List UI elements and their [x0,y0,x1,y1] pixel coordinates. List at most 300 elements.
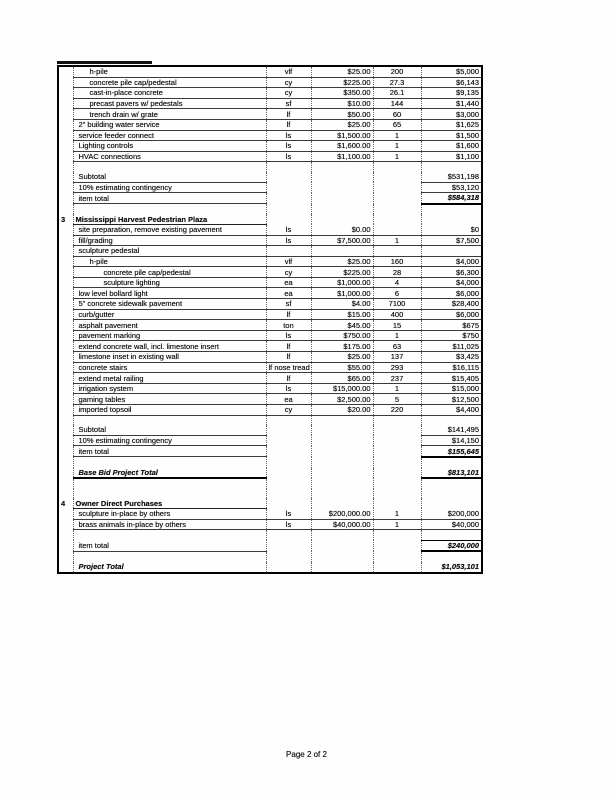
cell-unit: cy [266,77,311,88]
cell-num [58,309,73,320]
cell-unit: ls [266,519,311,530]
cell-desc: site preparation, remove existing pavement [73,224,266,235]
cell-desc: asphalt pavement [73,320,266,331]
cell-qty: 200 [373,66,421,77]
cell-total: $6,000 [421,288,482,299]
cell-unit: ls [266,224,311,235]
cell-unit_cost [311,551,373,562]
cell-qty: 63 [373,341,421,352]
table-row [58,320,482,331]
table-row [58,66,482,77]
cell-desc: limestone inset in existing wall [73,352,266,363]
table-row [58,468,482,479]
cell-num [58,352,73,363]
cell-desc: sculpture lighting [73,277,266,288]
cell-unit: ls [266,235,311,246]
cell-unit_cost [311,162,373,172]
cell-qty: 1 [373,519,421,530]
table-row [58,489,482,499]
cell-qty [373,530,421,541]
cell-unit: ea [266,288,311,299]
cell-unit_cost [311,415,373,425]
cell-unit_cost: $2,500.00 [311,394,373,405]
cell-desc: item total [73,193,266,204]
cell-num [58,478,73,489]
cell-unit_cost: $225.00 [311,267,373,278]
cell-unit_cost [311,562,373,573]
cell-num [58,425,73,435]
cell-total: $3,000 [421,109,482,120]
cell-total: $14,150 [421,435,482,446]
cell-qty: 137 [373,352,421,363]
table-row [58,288,482,299]
cell-qty: 60 [373,109,421,120]
cell-num [58,98,73,109]
table-row [58,98,482,109]
cell-desc: low level bollard light [73,288,266,299]
cell-qty [373,435,421,446]
cell-qty [373,489,421,499]
table-row [58,109,482,120]
cell-unit_cost: $20.00 [311,405,373,416]
cell-unit [266,435,311,446]
cell-desc: Subtotal [73,172,266,182]
cell-unit_cost [311,478,373,489]
cell-unit [266,540,311,551]
cell-unit: lf [266,352,311,363]
cell-unit_cost: $4.00 [311,299,373,310]
cell-total: $155,645 [421,446,482,457]
cell-qty: 15 [373,320,421,331]
cell-num: 3 [61,214,66,224]
cell-unit [266,193,311,204]
cell-num [58,394,73,405]
table-row [58,267,482,278]
table-row [58,415,482,425]
table-row [58,130,482,141]
cell-desc [73,204,266,215]
cell-num [58,383,73,394]
cell-unit_cost: $1,600.00 [311,141,373,152]
cell-num [58,373,73,384]
cell-num [58,119,73,130]
cell-num [58,267,73,278]
cell-total: $4,000 [421,256,482,267]
cell-total [421,551,482,562]
table-row [58,383,482,394]
cell-unit_cost [311,182,373,193]
cell-total: $1,440 [421,98,482,109]
cell-desc: cast-in-place concrete [73,88,266,99]
cell-unit [266,162,311,172]
cell-unit [266,446,311,457]
cell-desc: 10% estimating contingency [73,182,266,193]
cell-num [58,562,73,573]
cell-qty: 144 [373,98,421,109]
cell-unit: lf [266,309,311,320]
cell-unit: cy [266,405,311,416]
cell-qty [373,478,421,489]
cell-total: $5,000 [421,66,482,77]
cell-unit [266,182,311,193]
cell-num [58,151,73,162]
cell-total: $4,000 [421,277,482,288]
cell-num [58,530,73,541]
cell-num [58,246,73,257]
cell-desc [73,530,266,541]
cell-unit: ls [266,330,311,341]
table-row [58,235,482,246]
table-row [58,119,482,130]
cell-unit_cost [311,193,373,204]
cell-total: $675 [421,320,482,331]
cell-unit_cost: $7,500.00 [311,235,373,246]
cell-unit_cost: $40,000.00 [311,519,373,530]
cell-desc: irrigation system [73,383,266,394]
cell-desc: 10% estimating contingency [73,435,266,446]
cell-num [58,435,73,446]
cell-unit: ls [266,383,311,394]
cell-unit_cost: $15.00 [311,309,373,320]
cell-total [421,415,482,425]
table-row [58,246,482,257]
cell-unit_cost [311,214,373,224]
cell-unit: lf [266,341,311,352]
cell-unit [266,457,311,468]
cell-qty [373,415,421,425]
cell-total: $9,135 [421,88,482,99]
table-row [58,330,482,341]
cell-num [58,288,73,299]
cell-qty: 1 [373,151,421,162]
cell-unit_cost: $1,000.00 [311,277,373,288]
cell-qty [373,551,421,562]
cell-qty: 1 [373,235,421,246]
cell-total: $6,143 [421,77,482,88]
cell-num [58,204,73,215]
table-row [58,478,482,489]
cell-num [58,508,73,519]
cell-num [58,415,73,425]
cell-desc: item total [73,446,266,457]
cell-unit: ea [266,277,311,288]
cell-qty: 1 [373,330,421,341]
cell-unit_cost: $25.00 [311,352,373,363]
cell-total: $200,000 [421,508,482,519]
cell-num: 4 [61,498,66,508]
cell-qty: 1 [373,141,421,152]
cell-unit: sf [266,299,311,310]
cell-num [58,88,73,99]
cell-unit: ea [266,394,311,405]
table-row [58,182,482,193]
cell-unit_cost: $0.00 [311,224,373,235]
cell-unit_cost: $750.00 [311,330,373,341]
cell-qty: 1 [373,383,421,394]
cell-unit [266,468,311,479]
cell-unit: ls [266,130,311,141]
cell-unit: cy [266,88,311,99]
cell-qty: 1 [373,508,421,519]
table-row [58,562,482,573]
cell-desc: brass animals in-place by others [73,519,266,530]
cell-desc: extend concrete wall, incl. limestone insert [73,341,266,352]
cell-total: $28,400 [421,299,482,310]
cell-qty: 65 [373,119,421,130]
cell-unit: cy [266,267,311,278]
cell-unit_cost: $25.00 [311,119,373,130]
cell-desc: concrete stairs [73,362,266,373]
cell-num [58,299,73,310]
cell-num [58,193,73,204]
cell-unit [266,498,311,508]
table-row [58,457,482,468]
cell-unit_cost [311,498,373,508]
cell-desc: item total [73,540,266,551]
page-footer: Page 2 of 2 [286,750,327,759]
cell-total: $750 [421,330,482,341]
cell-unit_cost [311,489,373,499]
cell-total: $15,000 [421,383,482,394]
cell-total: $1,053,101 [421,562,482,573]
cell-qty: 7100 [373,299,421,310]
cell-num [58,362,73,373]
cell-total: $584,318 [421,193,482,204]
cell-unit_cost: $1,100.00 [311,151,373,162]
cell-total: $15,405 [421,373,482,384]
cell-unit_cost: $175.00 [311,341,373,352]
cell-qty [373,162,421,172]
cell-num [58,457,73,468]
cost-estimate-table [57,65,483,574]
cell-total: $0 [421,224,482,235]
cell-unit [266,204,311,215]
table-row [58,425,482,435]
cell-num [58,405,73,416]
cell-num [58,468,73,479]
cell-num [58,172,73,182]
cell-desc [73,162,266,172]
cell-qty [373,468,421,479]
cell-num [58,66,73,77]
cell-desc: Project Total [73,562,266,573]
cell-num [58,446,73,457]
table-row [58,172,482,182]
cell-qty [373,193,421,204]
cell-qty [373,446,421,457]
cell-desc: Subtotal [73,425,266,435]
cell-unit: vlf [266,66,311,77]
cell-desc: Mississippi Harvest Pedestrian Plaza [73,214,266,224]
cell-num [58,519,73,530]
cell-qty [373,224,421,235]
cell-total [421,246,482,257]
cell-total [421,478,482,489]
cell-unit_cost: $50.00 [311,109,373,120]
table-row [58,394,482,405]
cell-num [58,235,73,246]
table-row [58,88,482,99]
cell-desc: service feeder connect [73,130,266,141]
cell-desc [73,478,266,489]
cell-desc: precast pavers w/ pedestals [73,98,266,109]
cell-num [58,77,73,88]
cell-qty: 293 [373,362,421,373]
cell-total [421,214,482,224]
cell-desc: pavement marking [73,330,266,341]
cell-desc: concrete pile cap/pedestal [73,267,266,278]
cell-total: $1,100 [421,151,482,162]
cell-total: $3,425 [421,352,482,363]
cell-total: $7,500 [421,235,482,246]
cell-num [58,277,73,288]
cell-total: $16,115 [421,362,482,373]
cell-unit [266,172,311,182]
cell-unit_cost [311,204,373,215]
cell-qty: 1 [373,130,421,141]
cell-total: $12,500 [421,394,482,405]
cell-qty [373,204,421,215]
cell-qty: 4 [373,277,421,288]
cell-desc [73,457,266,468]
cell-unit_cost [311,446,373,457]
cell-unit [266,478,311,489]
cell-desc [73,489,266,499]
cell-qty: 400 [373,309,421,320]
cell-num [58,341,73,352]
cell-desc: h-pile [73,66,266,77]
cell-unit_cost: $25.00 [311,66,373,77]
cell-total [421,162,482,172]
cell-unit [266,214,311,224]
table-row [58,362,482,373]
cell-desc: Owner Direct Purchases [73,498,266,508]
cell-desc: Lighting controls [73,141,266,152]
cell-unit_cost [311,457,373,468]
table-row [58,352,482,363]
cell-desc [73,415,266,425]
cell-total: $813,101 [421,468,482,479]
cell-unit: lf [266,373,311,384]
cell-total [421,489,482,499]
cell-qty [373,562,421,573]
table-row [58,373,482,384]
cell-unit [266,551,311,562]
table-row [58,309,482,320]
cell-qty: 237 [373,373,421,384]
table-row [58,551,482,562]
cell-unit [266,562,311,573]
cell-unit_cost: $15,000.00 [311,383,373,394]
cell-total [421,204,482,215]
cell-unit_cost: $1,000.00 [311,288,373,299]
cell-unit: ls [266,141,311,152]
cell-desc: 5" concrete sidewalk pavement [73,299,266,310]
section-header-row [58,498,482,508]
cell-total: $141,495 [421,425,482,435]
table-row [58,435,482,446]
cell-total: $240,000 [421,540,482,551]
cell-unit [266,415,311,425]
cell-unit_cost: $25.00 [311,256,373,267]
table-row [58,299,482,310]
cell-num [58,224,73,235]
cell-num [58,109,73,120]
cell-desc: sculpture pedestal [73,246,266,257]
table-row [58,446,482,457]
cell-unit [266,425,311,435]
cell-num [58,141,73,152]
table-row [58,277,482,288]
cell-unit_cost [311,435,373,446]
cell-num [58,540,73,551]
cell-unit_cost: $55.00 [311,362,373,373]
cell-unit_cost: $350.00 [311,88,373,99]
cell-unit_cost: $65.00 [311,373,373,384]
cell-total: $6,000 [421,309,482,320]
cell-unit_cost [311,468,373,479]
table-row [58,162,482,172]
cell-qty: 160 [373,256,421,267]
cell-desc: h-pile [73,256,266,267]
cell-qty [373,246,421,257]
table-row [58,519,482,530]
cell-unit: lf nose tread [266,362,311,373]
cell-unit_cost [311,246,373,257]
table-row [58,530,482,541]
cell-total [421,457,482,468]
cell-qty: 27.3 [373,77,421,88]
cell-unit_cost: $225.00 [311,77,373,88]
cell-total: $40,000 [421,519,482,530]
cell-unit: lf [266,119,311,130]
cell-qty [373,214,421,224]
cell-unit [266,530,311,541]
cell-num [58,320,73,331]
table-row [58,405,482,416]
cell-unit: sf [266,98,311,109]
table-row [58,224,482,235]
cell-qty: 26.1 [373,88,421,99]
cell-num [58,489,73,499]
cell-unit_cost: $200,000.00 [311,508,373,519]
cell-desc [73,551,266,562]
cell-unit: ls [266,151,311,162]
cell-desc: 2" building water service [73,119,266,130]
table-row [58,341,482,352]
cell-num [58,130,73,141]
cell-qty [373,182,421,193]
cell-unit: vlf [266,256,311,267]
table-row [58,77,482,88]
cell-total: $1,625 [421,119,482,130]
cell-desc: curb/gutter [73,309,266,320]
table-body [58,66,482,573]
cell-total [421,530,482,541]
scan-artifact-line [57,61,152,64]
cell-desc: extend metal railing [73,373,266,384]
table-row [58,540,482,551]
table-row [58,204,482,215]
cell-num [58,182,73,193]
cell-qty: 6 [373,288,421,299]
cell-unit [266,489,311,499]
cell-qty: 28 [373,267,421,278]
cell-unit_cost [311,530,373,541]
cell-total: $531,198 [421,172,482,182]
cell-qty: 5 [373,394,421,405]
cell-desc: sculpture in-place by others [73,508,266,519]
